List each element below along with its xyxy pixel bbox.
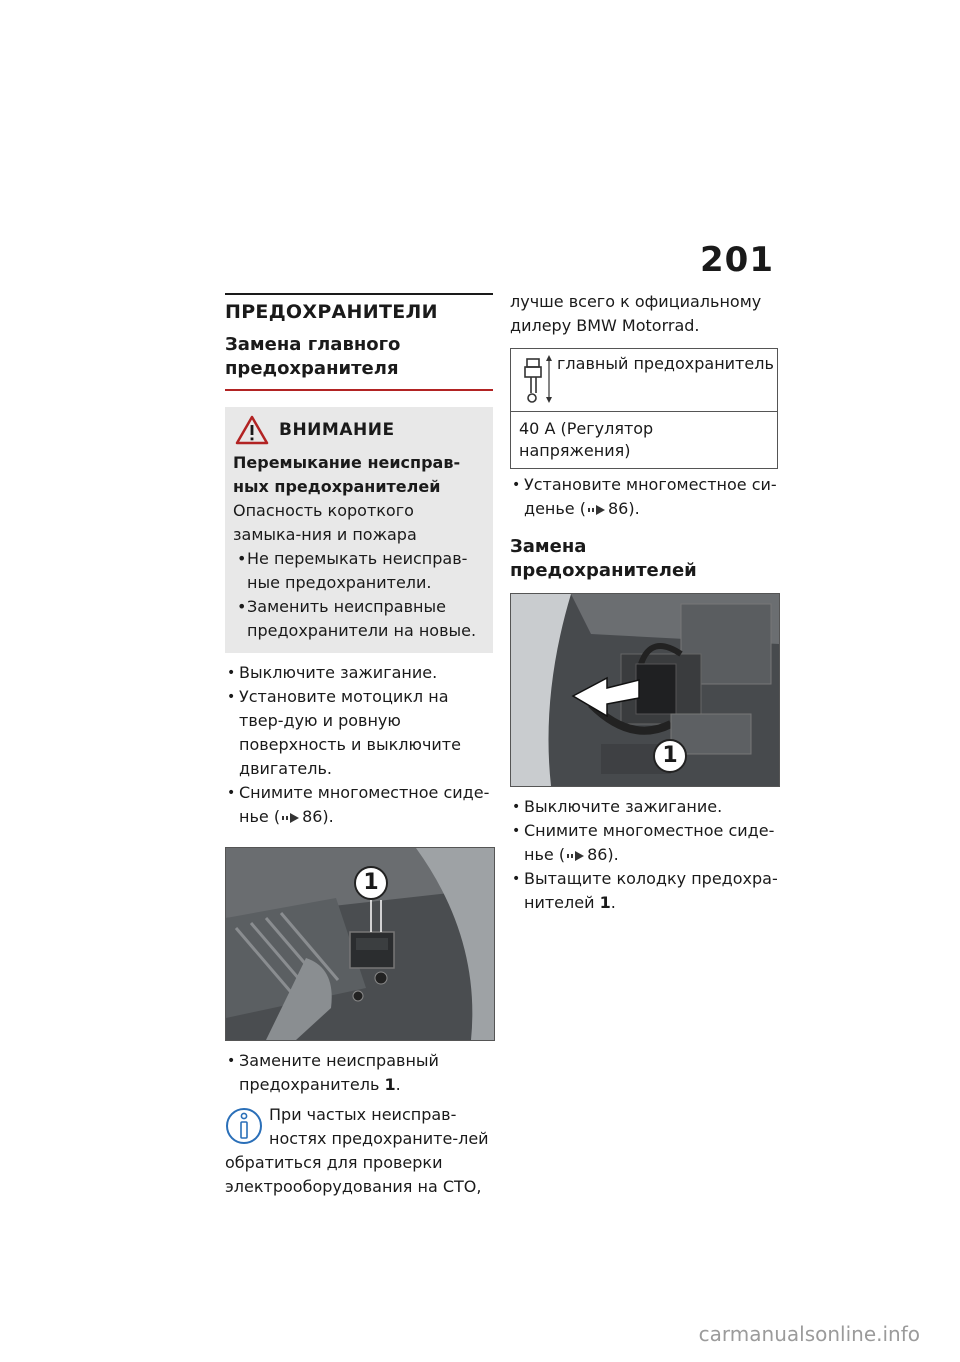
step-ref-number: 1 (599, 893, 611, 912)
fuse-symbol-icon (511, 349, 557, 411)
warning-title: ВНИМАНИЕ (279, 420, 395, 440)
steps-list-replace (225, 1049, 493, 1097)
warning-text: Опасность короткого замыка-ния и пожара (233, 501, 417, 544)
section-rule (225, 293, 493, 295)
step-text: Установите многоместное си-денье ( (524, 475, 777, 518)
step-item (225, 1049, 493, 1097)
step-item: • Выключите зажигание. (510, 795, 778, 819)
step-text: Снимите многоместное сиде-нье ( (239, 783, 490, 826)
info-note-text: При частых неисправ-ностях предохраните-лей обратиться для проверки электрооборудования на СТО, (225, 1105, 489, 1196)
photo-fuse-box-drawing (511, 594, 779, 786)
step-text: Снимите многоместное сиде-нье ( (524, 821, 775, 864)
right-column (510, 290, 778, 915)
step-text-suffix: . (610, 893, 616, 912)
page-ref: 86). (302, 807, 334, 826)
subhead-fuses: Замена предохранителей (510, 536, 697, 581)
step-text-suffix: . (395, 1075, 401, 1094)
step-item: • Выключите зажигание. (225, 661, 493, 685)
step-ref-number: 1 (384, 1075, 396, 1094)
warning-triangle-icon (235, 415, 269, 445)
step-item: • Установите мотоцикл на твер-дую и ровную поверхность и выключите двигатель. (225, 685, 493, 781)
photo-fuse-box (510, 593, 780, 787)
page-number: 201 (700, 240, 774, 280)
step-item (225, 781, 493, 829)
warning-item: • Не перемыкать неисправ-ные предохранители. (233, 547, 485, 595)
step-text: Вытащите колодку предохра-нителей (524, 869, 778, 912)
page-ref-arrow-icon (567, 850, 585, 862)
fuse-label: главный предохранитель (557, 354, 774, 373)
page-ref-arrow-icon (282, 812, 300, 824)
footer-watermark: carmanualsonline.info (698, 1322, 920, 1346)
left-column (225, 293, 493, 1199)
step-item (510, 819, 778, 867)
fuse-table (510, 348, 778, 469)
info-note (225, 1103, 493, 1199)
fuse-table-header (511, 349, 777, 412)
warning-item: • Заменить неисправные предохранители на новые. (233, 595, 485, 643)
section-title: ПРЕДОХРАНИТЕЛИ (225, 301, 438, 323)
photo-main-fuse (225, 847, 495, 1041)
warning-box (225, 407, 493, 653)
subhead-main-fuse: Замена главного предохранителя (225, 334, 401, 379)
steps-list-fuses (510, 795, 778, 915)
steps-list (225, 661, 493, 829)
warning-list (233, 547, 485, 643)
step-item (510, 867, 778, 915)
page-ref-arrow-icon (588, 504, 606, 516)
photo-callout: 1 (354, 866, 388, 900)
step-item (510, 473, 778, 521)
step-text: Замените неисправный предохранитель (239, 1051, 439, 1094)
subhead-rule (225, 389, 493, 391)
info-icon (225, 1105, 263, 1147)
photo-callout: 1 (653, 739, 687, 773)
page-ref: 86). (607, 499, 640, 518)
warning-subtitle: Перемыкание неисправ-ных предохранителей (233, 453, 461, 496)
warning-head (233, 415, 485, 445)
steps-list-install (510, 473, 778, 521)
page-ref: 86). (587, 845, 619, 864)
continuation-text: лучше всего к официальному дилеру BMW Motorrad. (510, 292, 762, 335)
fuse-value: 40 А (Регулятор напряжения) (519, 419, 654, 460)
